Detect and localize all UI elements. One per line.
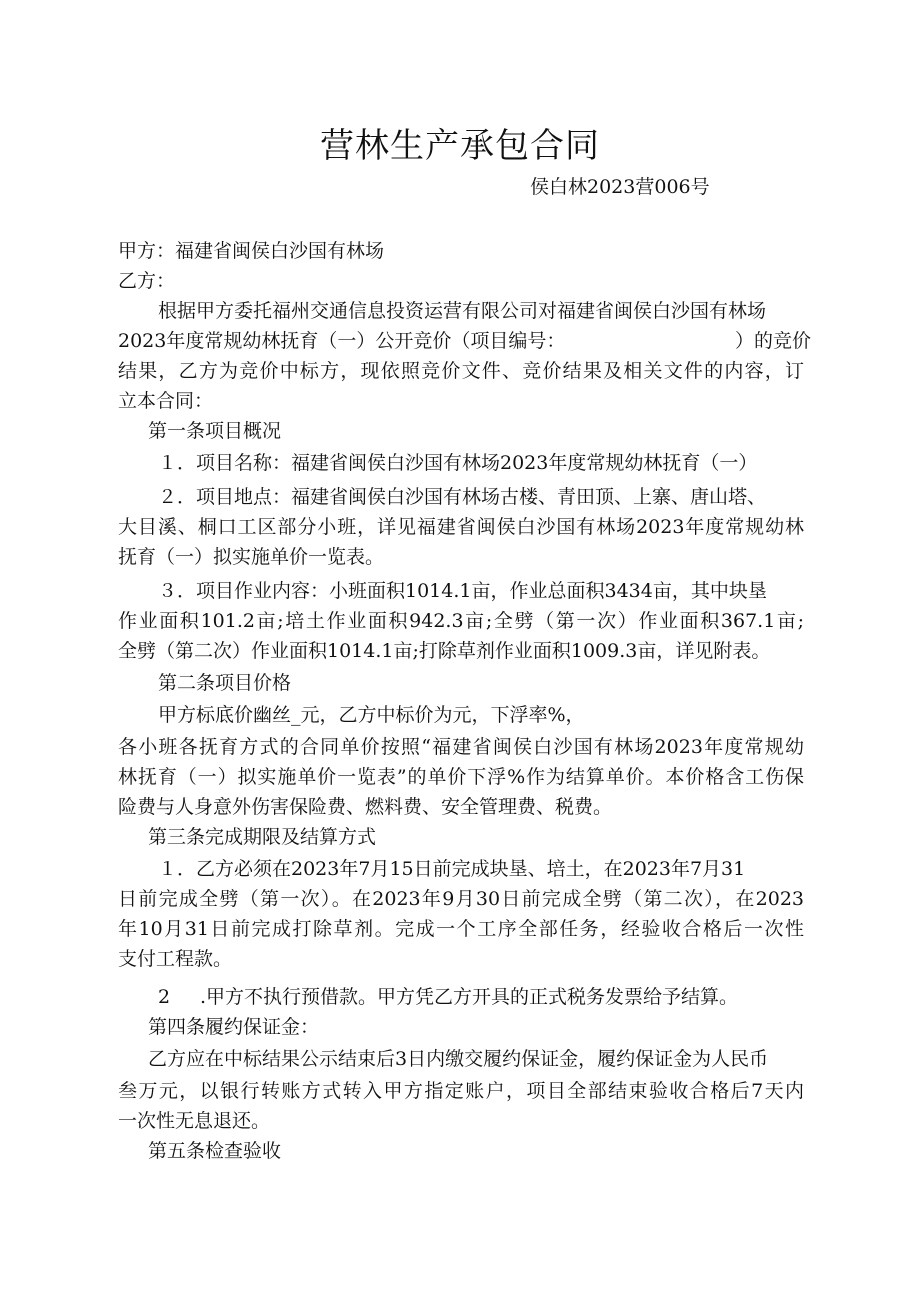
article-2-line-3: 林抚育（一）拟实施单价一览表”的单价下浮%作为结算单价。本价格含工伤保 <box>118 766 804 788</box>
article-1-item-2-line-2: 大目溪、桐口工区部分小班，详见福建省闽侯白沙国有林场2023年度常规幼林 <box>118 516 804 538</box>
article-1-item-3-line-1: ３．项目作业内容：小班面积1014.1亩，作业总面积3434亩，其中块垦 <box>158 580 767 602</box>
article-3-item-2-text: .甲方不执行预借款。甲方凭乙方开具的正式税务发票给予结算。 <box>200 986 739 1008</box>
article-1-item-1: １．项目名称：福建省闽侯白沙国有林场2023年度常规幼林抚育（一） <box>158 452 758 474</box>
article-3-item-2-number: 2 <box>158 986 171 1008</box>
article-3-item-1-line-1: １．乙方必须在2023年7月15日前完成块垦、培土，在2023年7月31 <box>158 858 746 880</box>
preamble-line-2-text: 2023年度常规幼林抚育（一）公开竞价（项目编号： <box>118 330 566 352</box>
preamble-line-4: 立本合同： <box>118 390 214 412</box>
article-4-line-3: 一次性无息退还。 <box>118 1110 271 1132</box>
article-2-heading: 第二条项目价格 <box>158 672 292 694</box>
article-5-heading: 第五条检查验收 <box>148 1140 282 1162</box>
preamble-line-1: 根据甲方委托福州交通信息投资运营有限公司对福建省闽侯白沙国有林场 <box>158 300 767 322</box>
article-2-line-2: 各小班各抚育方式的合同单价按照“福建省闽侯白沙国有林场2023年度常规幼 <box>118 736 804 758</box>
preamble-line-3: 结果，乙方为竞价中标方，现依照竞价文件、竞价结果及相关文件的内容，订 <box>118 360 804 382</box>
article-4-heading: 第四条履约保证金： <box>148 1016 320 1038</box>
article-1-item-2-line-1: ２．项目地点：福建省闽侯白沙国有林场古楼、青田顶、上寨、唐山塔、 <box>158 486 767 508</box>
document-title: 营林生产承包合同 <box>320 126 600 166</box>
preamble-line-2-end: ）的竞价 <box>735 330 812 352</box>
article-4-line-1: 乙方应在中标结果公示结束后3日内缴交履约保证金，履约保证金为人民币 <box>148 1048 769 1070</box>
party-b: 乙方： <box>118 270 176 292</box>
preamble-line-2 <box>118 328 812 354</box>
article-1-item-2-line-3: 抚育（一）拟实施单价一览表。 <box>118 546 385 568</box>
article-1-item-3-line-3: 全劈（第二次）作业面积1014.1亩;打除草剂作业面积1009.3亩，详见附表。 <box>118 640 771 662</box>
party-a: 甲方：福建省闽侯白沙国有林场 <box>118 240 385 262</box>
article-1-item-3-line-2: 作业面积101.2亩;培土作业面积942.3亩;全劈（第一次）作业面积367.1亩; <box>118 610 804 632</box>
article-3-item-1-line-2: 日前完成全劈（第一次）。在2023年9月30日前完成全劈（第二次），在2023 <box>118 888 804 910</box>
article-2-line-1: 甲方标底价幽丝_元，乙方中标价为元，下浮率%， <box>158 704 585 726</box>
document-number: 侯白林2023营006号 <box>530 176 710 198</box>
article-1-heading: 第一条项目概况 <box>148 420 282 442</box>
article-3-heading: 第三条完成期限及结算方式 <box>148 826 377 848</box>
article-3-item-1-line-4: 支付工程款。 <box>118 948 233 970</box>
article-4-line-2: 叁万元，以银行转账方式转入甲方指定账户，项目全部结束验收合格后7天内 <box>118 1080 804 1102</box>
article-3-item-1-line-3: 年10月31日前完成打除草剂。完成一个工序全部任务，经验收合格后一次性 <box>118 918 804 940</box>
article-3-item-2 <box>158 984 804 1010</box>
article-2-line-4: 险费与人身意外伤害保险费、燃料费、安全管理费、税费。 <box>118 796 613 818</box>
